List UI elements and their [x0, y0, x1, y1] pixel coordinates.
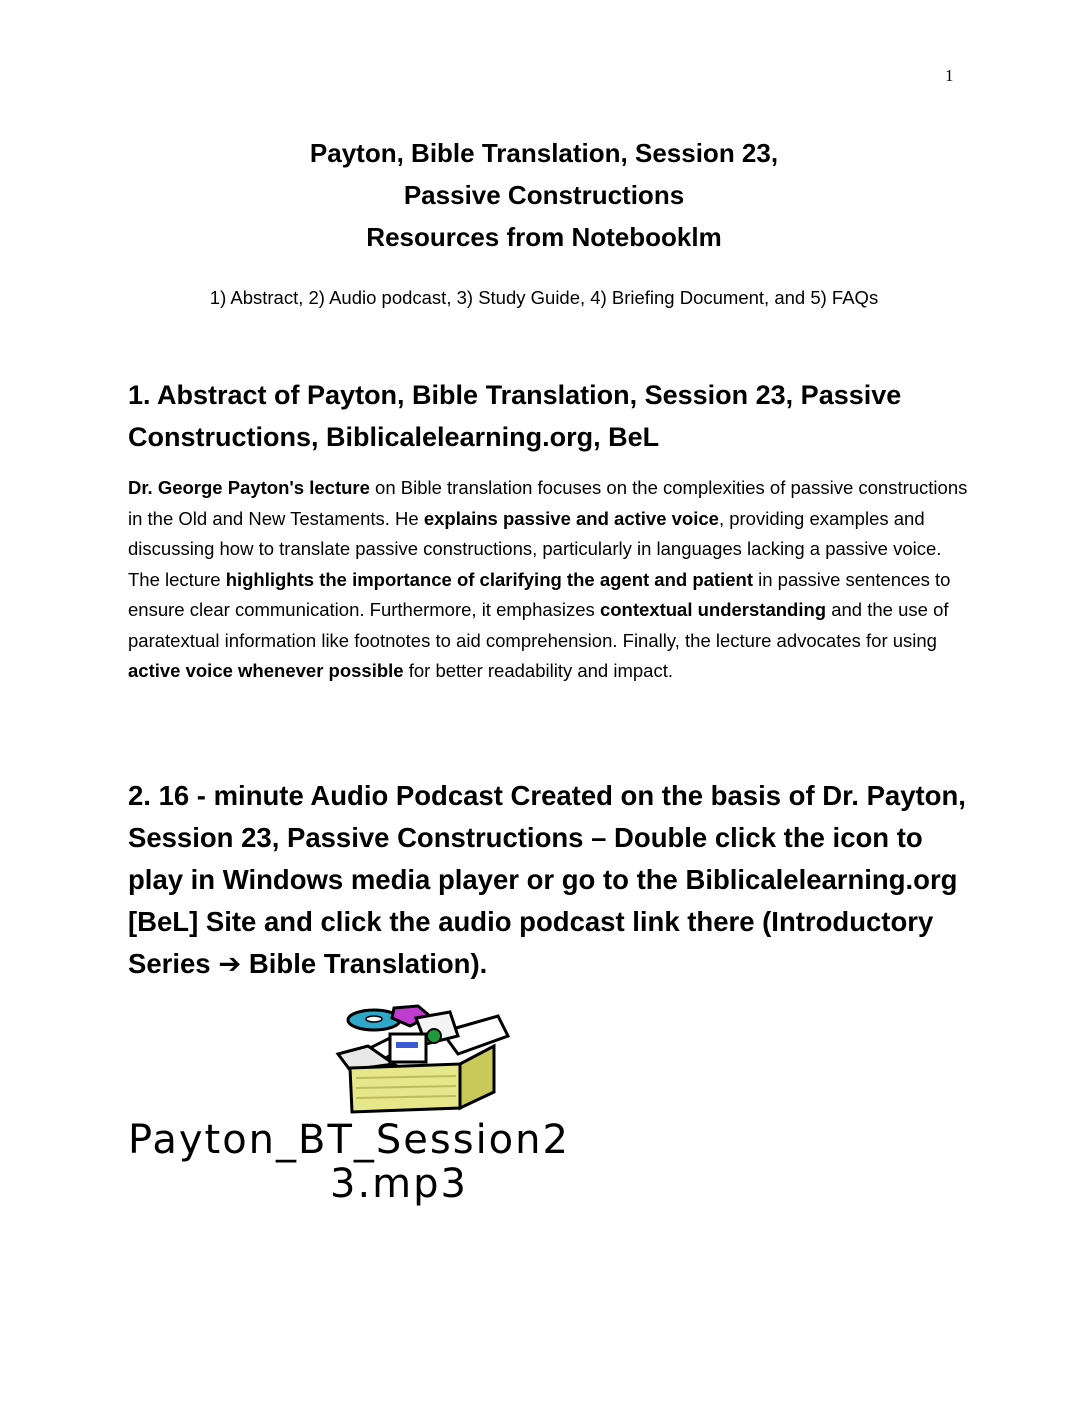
title-line-2: Passive Constructions — [403, 180, 685, 210]
abstract-emphasis: Dr. George Payton's lecture — [128, 477, 370, 498]
section-2-heading-tail: Bible Translation). — [241, 948, 488, 979]
audio-file-name[interactable] — [128, 1118, 728, 1206]
abstract-text: , providing examples and discussing how to translate passive constructions, particularly in languages lacking a passive voice. The lecture — [128, 507, 942, 590]
section-2-heading-text: 2. 16 - minute Audio Podcast Created on the basis of Dr. Payton, Session 23, Passive Constructions – Double click the icon to play in Windows media player or go to the Biblicalelearning.org [BeL] Site and click the audio podcast link there (Introductory Series — [128, 780, 966, 979]
page-number: 1 — [945, 66, 954, 85]
section-2-heading — [128, 775, 968, 985]
resources-list: 1) Abstract, 2) Audio podcast, 3) Study Guide, 4) Briefing Document, and 5) FAQs — [209, 287, 879, 308]
abstract-text: and the use of paratextual information like footnotes to aid comprehension. Finally, the lecture advocates for using — [128, 599, 949, 651]
abstract-emphasis: highlights the importance of clarifying the agent and patient — [225, 568, 753, 590]
abstract-emphasis: active voice whenever possible — [128, 660, 404, 681]
abstract-text: on Bible translation focuses on the complexities of passive constructions in the Old and New Testaments. He — [128, 477, 968, 529]
abstract-text: for better readability and impact. — [403, 660, 673, 681]
abstract-emphasis: explains passive and active voice — [423, 507, 719, 529]
abstract-text: in passive sentences to ensure clear communication. Furthermore, it emphasizes — [128, 568, 951, 620]
section-1-heading: 1. Abstract of Payton, Bible Translation, Session 23, Passive Constructions, Biblicalelearning.org, BeL — [128, 380, 902, 452]
file-name-line-1: Payton_BT_Session2 — [128, 1117, 570, 1163]
package-icon[interactable] — [330, 1002, 514, 1114]
title-line-1: Payton, Bible Translation, Session 23, — [309, 138, 779, 168]
document-title — [0, 132, 1088, 258]
arrow-right-icon: ➔ — [218, 948, 242, 979]
abstract-emphasis: contextual understanding — [599, 599, 827, 620]
abstract-paragraph — [128, 473, 968, 687]
title-line-3: Resources from Notebooklm — [366, 222, 722, 252]
file-name-line-2: 3.mp3 — [330, 1161, 468, 1207]
